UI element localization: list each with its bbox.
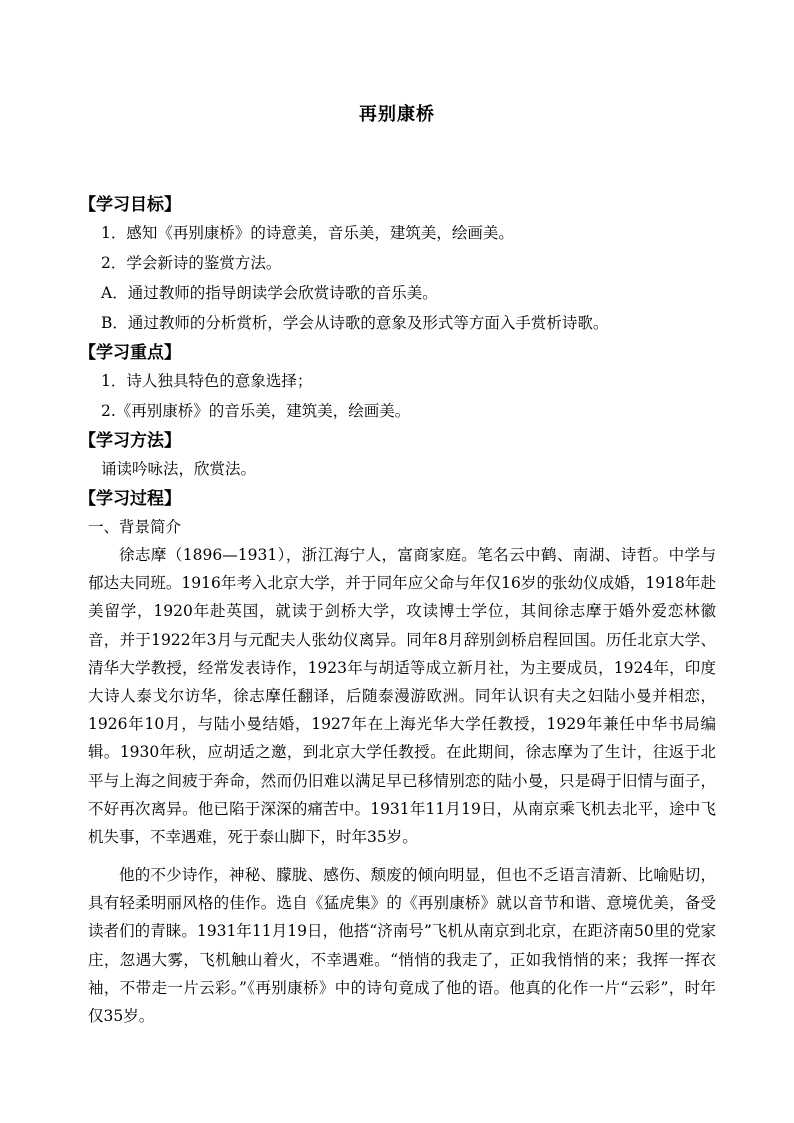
goal-item-2: 2．学会新诗的鉴赏方法。 <box>101 254 282 272</box>
goal-item-a: A．通过教师的指导朗读学会欣赏诗歌的音乐美。 <box>101 284 438 302</box>
heading-learning-method: 【学习方法】 <box>79 431 181 451</box>
focus-item-2: 2.《再别康桥》的音乐美，建筑美，绘画美。 <box>101 402 411 420</box>
heading-learning-process: 【学习过程】 <box>79 489 181 509</box>
heading-learning-goals: 【学习目标】 <box>79 195 181 215</box>
goal-item-1: 1．感知《再别康桥》的诗意美，音乐美，建筑美，绘画美。 <box>101 224 514 242</box>
background-paragraph-2: 他的不少诗作，神秘、朦胧、感伤、颓废的倾向明显，但也不乏语言清新、比喻贴切，具有轻柔明丽风格的佳作。选自《猛虎集》的《再别康桥》就以音节和谐、意境优美，备受读者们的青睐。1931年11月19日，他搭“济南号”飞机从南京到北京，在距济南50里的党家庄，忽遇大雾，飞机触山着火，不幸遇难。“悄悄的我走了，正如我悄悄的来；我挥一挥衣袖，不带走一片云彩。”《再别康桥》中的诗句竟成了他的语。他真的化作一片“云彩”，时年仅35岁。 <box>88 866 716 1026</box>
method-text: 诵读吟咏法，欣赏法。 <box>101 460 257 478</box>
goal-item-b: B．通过教师的分析赏析，学会从诗歌的意象及形式等方面入手赏析诗歌。 <box>101 314 609 332</box>
subheading-background: 一、背景简介 <box>88 518 182 536</box>
document-title: 再别康桥 <box>359 104 435 125</box>
heading-learning-focus: 【学习重点】 <box>79 343 181 363</box>
background-paragraph-1: 徐志摩（1896—1931），浙江海宁人，富商家庭。笔名云中鹤、南湖、诗哲。中学与郁达夫同班。1916年考入北京大学，并于同年应父命与年仅16岁的张幼仪成婚，1918年赴美留学，1920年赴英国，就读于剑桥大学，攻读博士学位，其间徐志摩于婚外爱恋林徽音，并于1922年3月与元配夫人张幼仪离异。同年8月辞别剑桥启程回国。历任北京大学、清华大学教授，经常发表诗作，1923年与胡适等成立新月社，为主要成员，1924年，印度大诗人泰戈尔访华，徐志摩任翻译，后随泰漫游欧洲。同年认识有夫之妇陆小曼并相恋，1926年10月，与陆小曼结婚，1927年在上海光华大学任教授，1929年兼任中华书局编辑。1930年秋，应胡适之邀，到北京大学任教授。在此期间，徐志摩为了生计，往返于北平与上海之间疲于奔命，然而仍旧难以满足早已移情别恋的陆小曼，只是碍于旧情与面子，不好再次离异。他已陷于深深的痛苦中。1931年11月19日，从南京乘飞机去北平，途中飞机失事，不幸遇难，死于泰山脚下，时年35岁。 <box>88 546 716 847</box>
focus-item-1: 1．诗人独具特色的意象选择； <box>101 372 313 390</box>
